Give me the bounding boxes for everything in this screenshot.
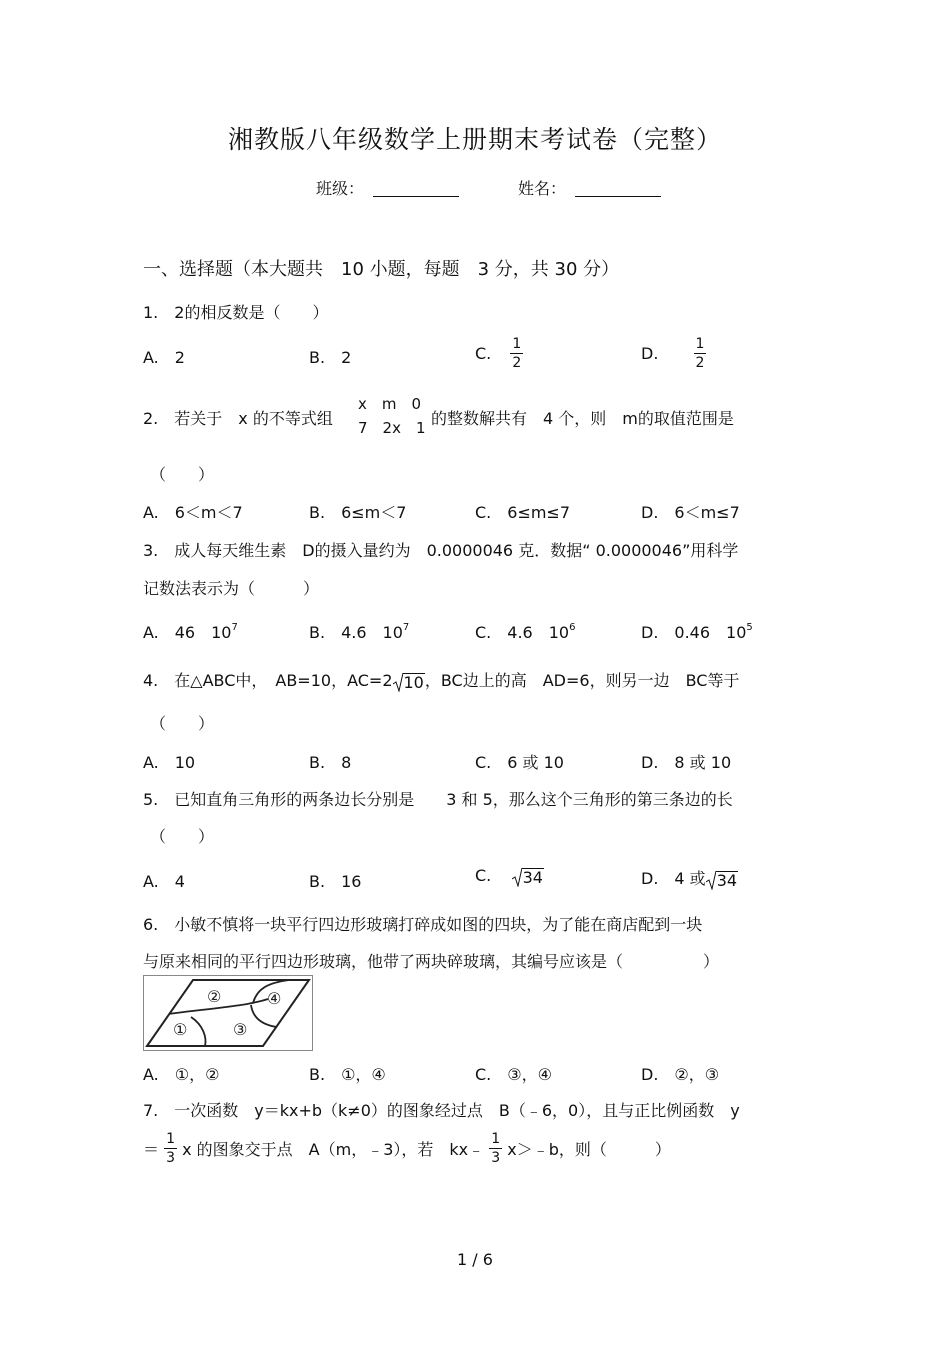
q5-option-b: B. 16 — [309, 872, 362, 891]
q5-option-d: D. 4 或 34 — [641, 869, 738, 890]
q2-option-c: C. 6≤m≤7 — [475, 503, 571, 522]
q3-option-b: B. 4.6 $10^7$ — [309, 622, 410, 642]
page-title: 湘教版八年级数学上册期末考试卷（完整） — [227, 125, 722, 154]
name-blank — [575, 178, 661, 197]
q4-option-a: A. 10 — [143, 753, 196, 772]
fraction: $\frac{1}{2}$ — [512, 336, 522, 371]
question-1: 1. 2的相反数是（ ） — [143, 303, 329, 322]
q5-option-c: C. 34 — [475, 866, 543, 887]
q6-option-b: B. ①，④ — [309, 1065, 386, 1084]
q1-option-c: C. $\frac{1}{2}$ — [475, 336, 522, 371]
fraction: $\frac{1}{2}$ — [695, 336, 705, 371]
piece-1-label: ① — [173, 1020, 188, 1039]
q4-option-c: C. 6 或 10 — [475, 753, 564, 772]
q6-option-d: D. ②，③ — [641, 1065, 720, 1084]
q5-answer-paren: （ ） — [150, 827, 215, 846]
q5-option-a: A. 4 — [143, 872, 185, 891]
question-6-line1: 6. 小敏不慎将一块平行四边形玻璃打碎成如图的四块，为了能在商店配到一块 — [143, 915, 703, 934]
piece-4-label: ④ — [267, 989, 282, 1008]
question-3-line2: 记数法表示为（ ） — [143, 579, 320, 598]
q1-option-b: B. 2 — [309, 348, 352, 367]
question-2-stem: 2. 若关于 x 的不等式组 — [143, 409, 333, 428]
question-7-line1: 7. 一次函数 y＝kx+b（k≠0）的图象经过点 B（﹣6，0），且与正比例函数 y — [143, 1101, 740, 1120]
q2-option-a: A. 6＜m＜7 — [143, 503, 243, 522]
q1-option-d: D. $\frac{1}{2}$ — [641, 336, 705, 371]
question-5: 5. 已知直角三角形的两条边长分别是 3 和 5，那么这个三角形的第三条边的长 — [143, 790, 733, 809]
q2-option-b: B. 6≤m＜7 — [309, 503, 407, 522]
q4-answer-paren: （ ） — [150, 714, 215, 733]
q2-option-d: D. 6＜m≤7 — [641, 503, 740, 522]
piece-3-label: ③ — [233, 1020, 248, 1039]
q6-option-c: C. ③，④ — [475, 1065, 552, 1084]
class-label: 班级： — [316, 179, 365, 198]
square-root: 34 — [706, 870, 738, 890]
question-3-line1: 3. 成人每天维生素 D的摄入量约为 0.0000046 克．数据“ 0.0000046”用科学 — [143, 541, 739, 560]
q3-option-c: C. 4.6 $10^6$ — [475, 622, 576, 642]
question-6-line2: 与原来相同的平行四边形玻璃，他带了两块碎玻璃，其编号应该是（ ） — [143, 952, 720, 971]
name-label: 姓名： — [518, 179, 567, 198]
piece-2-label: ② — [207, 987, 222, 1006]
fraction: $\frac{1}{3}$ — [491, 1131, 501, 1166]
q4-option-b: B. 8 — [309, 753, 352, 772]
broken-glass-figure — [143, 975, 313, 1051]
question-4: 4. 在△ABC中， AB=10，AC=2 10 ，BC边上的高 AD=6，则另一边 BC等于 — [143, 671, 740, 692]
section-heading: 一、选择题（本大题共 10 小题，每题 3 分，共 30 分） — [143, 259, 620, 280]
inequality-system: x m 0 7 2x 1 — [358, 395, 426, 437]
q2-answer-paren: （ ） — [150, 465, 215, 484]
q1-option-a: A. 2 — [143, 348, 185, 367]
q4-option-d: D. 8 或 10 — [641, 753, 732, 772]
fraction: $\frac{1}{3}$ — [166, 1131, 176, 1166]
square-root: 10 — [393, 672, 425, 692]
question-2-tail: 的整数解共有 4 个，则 m的取值范围是 — [431, 409, 734, 428]
page-number: 1 / 6 — [457, 1250, 493, 1269]
q3-option-d: D. 0.46 $10^5$ — [641, 622, 753, 642]
square-root: 34 — [512, 867, 544, 887]
class-blank — [373, 178, 459, 197]
q3-option-a: A. 46 $10^7$ — [143, 622, 238, 642]
question-7-line2: ＝ $\frac{1}{3}$ x 的图象交于点 A（m，﹣3），若 kx﹣ $\frac{1}{3}$ x＞﹣b，则（ ） — [143, 1131, 671, 1166]
q6-option-a: A. ①，② — [143, 1065, 220, 1084]
